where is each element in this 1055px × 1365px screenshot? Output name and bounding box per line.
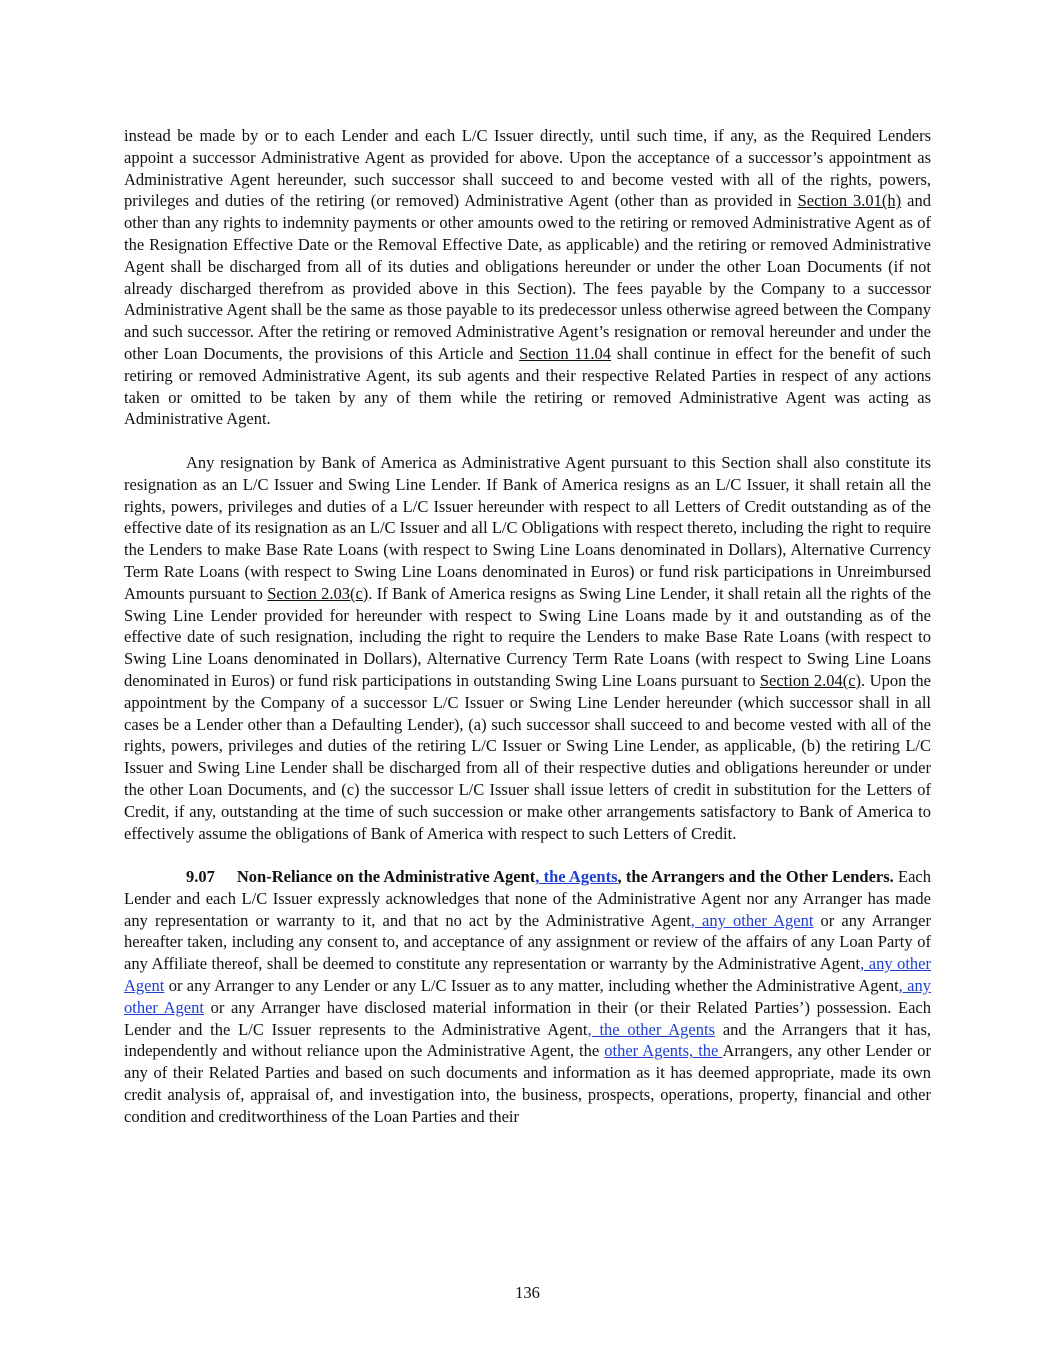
- text-run: instead be made by or to each Lender and each L/C Issuer directly, until such time, if any, as the Required Lenders appoint a successor Administrative Agent as provided for above. Upon the acceptance of a successor’s appointment as Administrative Agent hereunder, such successor shall succeed to and become vested with all of the rights, powers, privileges and duties of the retiring (or removed) Administrative Agent (other than as provided in: [124, 126, 931, 211]
- inserted-text: , the Agents: [535, 867, 618, 887]
- text-run: and the Arrangers that it has, independently and without reliance upon the Administrative Agent, the: [124, 1019, 931, 1061]
- text-run: . If Bank of America resigns as Swing Line Lender, it shall retain all the rights of the Swing Line Lender provided for hereunder with respect to Swing Line Loans made by it and outstanding as of the effective date of such resignation, including the right to require the Lenders to make Base Rate Loans (with respect to Swing Line Loans denominated in Dollars), Alternative Currency Term Rate Loans (with respect to Swing Line Loans denominated in Euros) or fund risk participations in outstanding Swing Line Loans pursuant to: [124, 583, 931, 690]
- section-reference-11-04: Section 11.04: [519, 343, 611, 363]
- paragraph-resignation-bank-of-america: [124, 452, 931, 844]
- section-9-07-paragraph: [124, 866, 931, 1128]
- heading-text: , the Arrangers and the Other Lenders.: [617, 867, 894, 887]
- section-reference-2-04c: Section 2.04(c): [759, 670, 862, 690]
- text-run: Arrangers, any other Lender or any of their Related Parties and based on such documents and information as it has deemed appropriate, made its own credit analysis of, appraisal of, and investigation into, the business, prospects, operations, property, financial and other condition and creditworthiness of the Loan Parties and their: [124, 1041, 931, 1126]
- page-number: 136: [515, 1283, 540, 1302]
- section-reference-2-03c: Section 2.03(c): [267, 583, 369, 603]
- inserted-text: , the other Agents: [587, 1019, 715, 1039]
- inserted-text: , any other Agent: [124, 976, 931, 1017]
- text-run: Each Lender and each L/C Issuer expressly acknowledges that none of the Administrative Agent nor any Arranger has made any representation or warranty to it, and that no act by the Administrative Agent: [124, 867, 932, 930]
- inserted-text: , any other Agent: [124, 954, 931, 996]
- heading-text: Non-Reliance on the Administrative Agent: [236, 867, 536, 887]
- inserted-text: other Agents, the: [604, 1041, 723, 1061]
- paragraph-successor-agent: [124, 125, 931, 430]
- document-page: [124, 125, 931, 1128]
- text-run: shall continue in effect for the benefit of such retiring or removed Administrative Agent, its sub agents and their respective Related Parties in respect of any actions taken or omitted to be taken by any of them while the retiring or removed Administrative Agent was acting as Administrative Agent.: [124, 343, 931, 429]
- section-number: 9.07: [186, 867, 215, 887]
- inserted-text: , any other Agent: [690, 910, 814, 930]
- section-heading: [237, 867, 894, 886]
- text-run: . Upon the appointment by the Company of a successor L/C Issuer or Swing Line Lender hereunder (which successor shall in all cases be a Lender other than a Defaulting Lender), (a) such successor shall succeed to and become vested with all of the rights, powers, privileges and duties of the retiring L/C Issuer or Swing Line Lender, as applicable, (b) the retiring L/C Issuer and Swing Line Lender shall be discharged from all of their respective duties and obligations hereunder or under the other Loan Documents, and (c) the successor L/C Issuer shall issue letters of credit in substitution for the Letters of Credit, if any, outstanding at the time of such succession or make other arrangements satisfactory to Bank of America to effectively assume the obligations of Bank of America with respect to such Letters of Credit.: [124, 670, 931, 843]
- text-run: or any Arranger to any Lender or any L/C Issuer as to any matter, including whether the Administrative Agent: [164, 976, 899, 996]
- text-run: and other than any rights to indemnity payments or other amounts owed to the retiring or removed Administrative Agent as of the Resignation Effective Date or the Removal Effective Date, as applicable) and the retiring or removed Administrative Agent shall be discharged from all of its duties and obligations hereunder or under the other Loan Documents (if not already discharged therefrom as provided above in this Section). The fees payable by the Company to a successor Administrative Agent shall be the same as those payable to its predecessor unless otherwise agreed between the Company and such successor. After the retiring or removed Administrative Agent’s resignation or removal hereunder and under the other Loan Documents, the provisions of this Article and: [124, 191, 931, 363]
- text-run: or any Arranger have disclosed material information in their (or their Related Parties’) possession. Each Lender and the L/C Issuer represents to the Administrative Agent: [124, 997, 931, 1039]
- text-run: Any resignation by Bank of America as Administrative Agent pursuant to this Section shall also constitute its resignation as an L/C Issuer and Swing Line Lender. If Bank of America resigns as an L/C Issuer, it shall retain all the rights, powers, privileges and duties of a L/C Issuer hereunder with respect to all Letters of Credit outstanding as of the effective date of its resignation as an L/C Issuer and all L/C Obligations with respect thereto, including the right to require the Lenders to make Base Rate Loans (with respect to Swing Line Loans denominated in Dollars), Alternative Currency Term Rate Loans (with respect to Swing Line Loans denominated in Euros) or fund risk participations in Unreimbursed Amounts pursuant to: [124, 452, 931, 603]
- section-reference-3-01h: Section 3.01(h): [797, 191, 902, 211]
- text-run: or any Arranger hereafter taken, including any consent to, and acceptance of any assignment or review of the affairs of any Loan Party of any Affiliate thereof, shall be deemed to constitute any representation or warranty by the Administrative Agent: [124, 910, 931, 974]
